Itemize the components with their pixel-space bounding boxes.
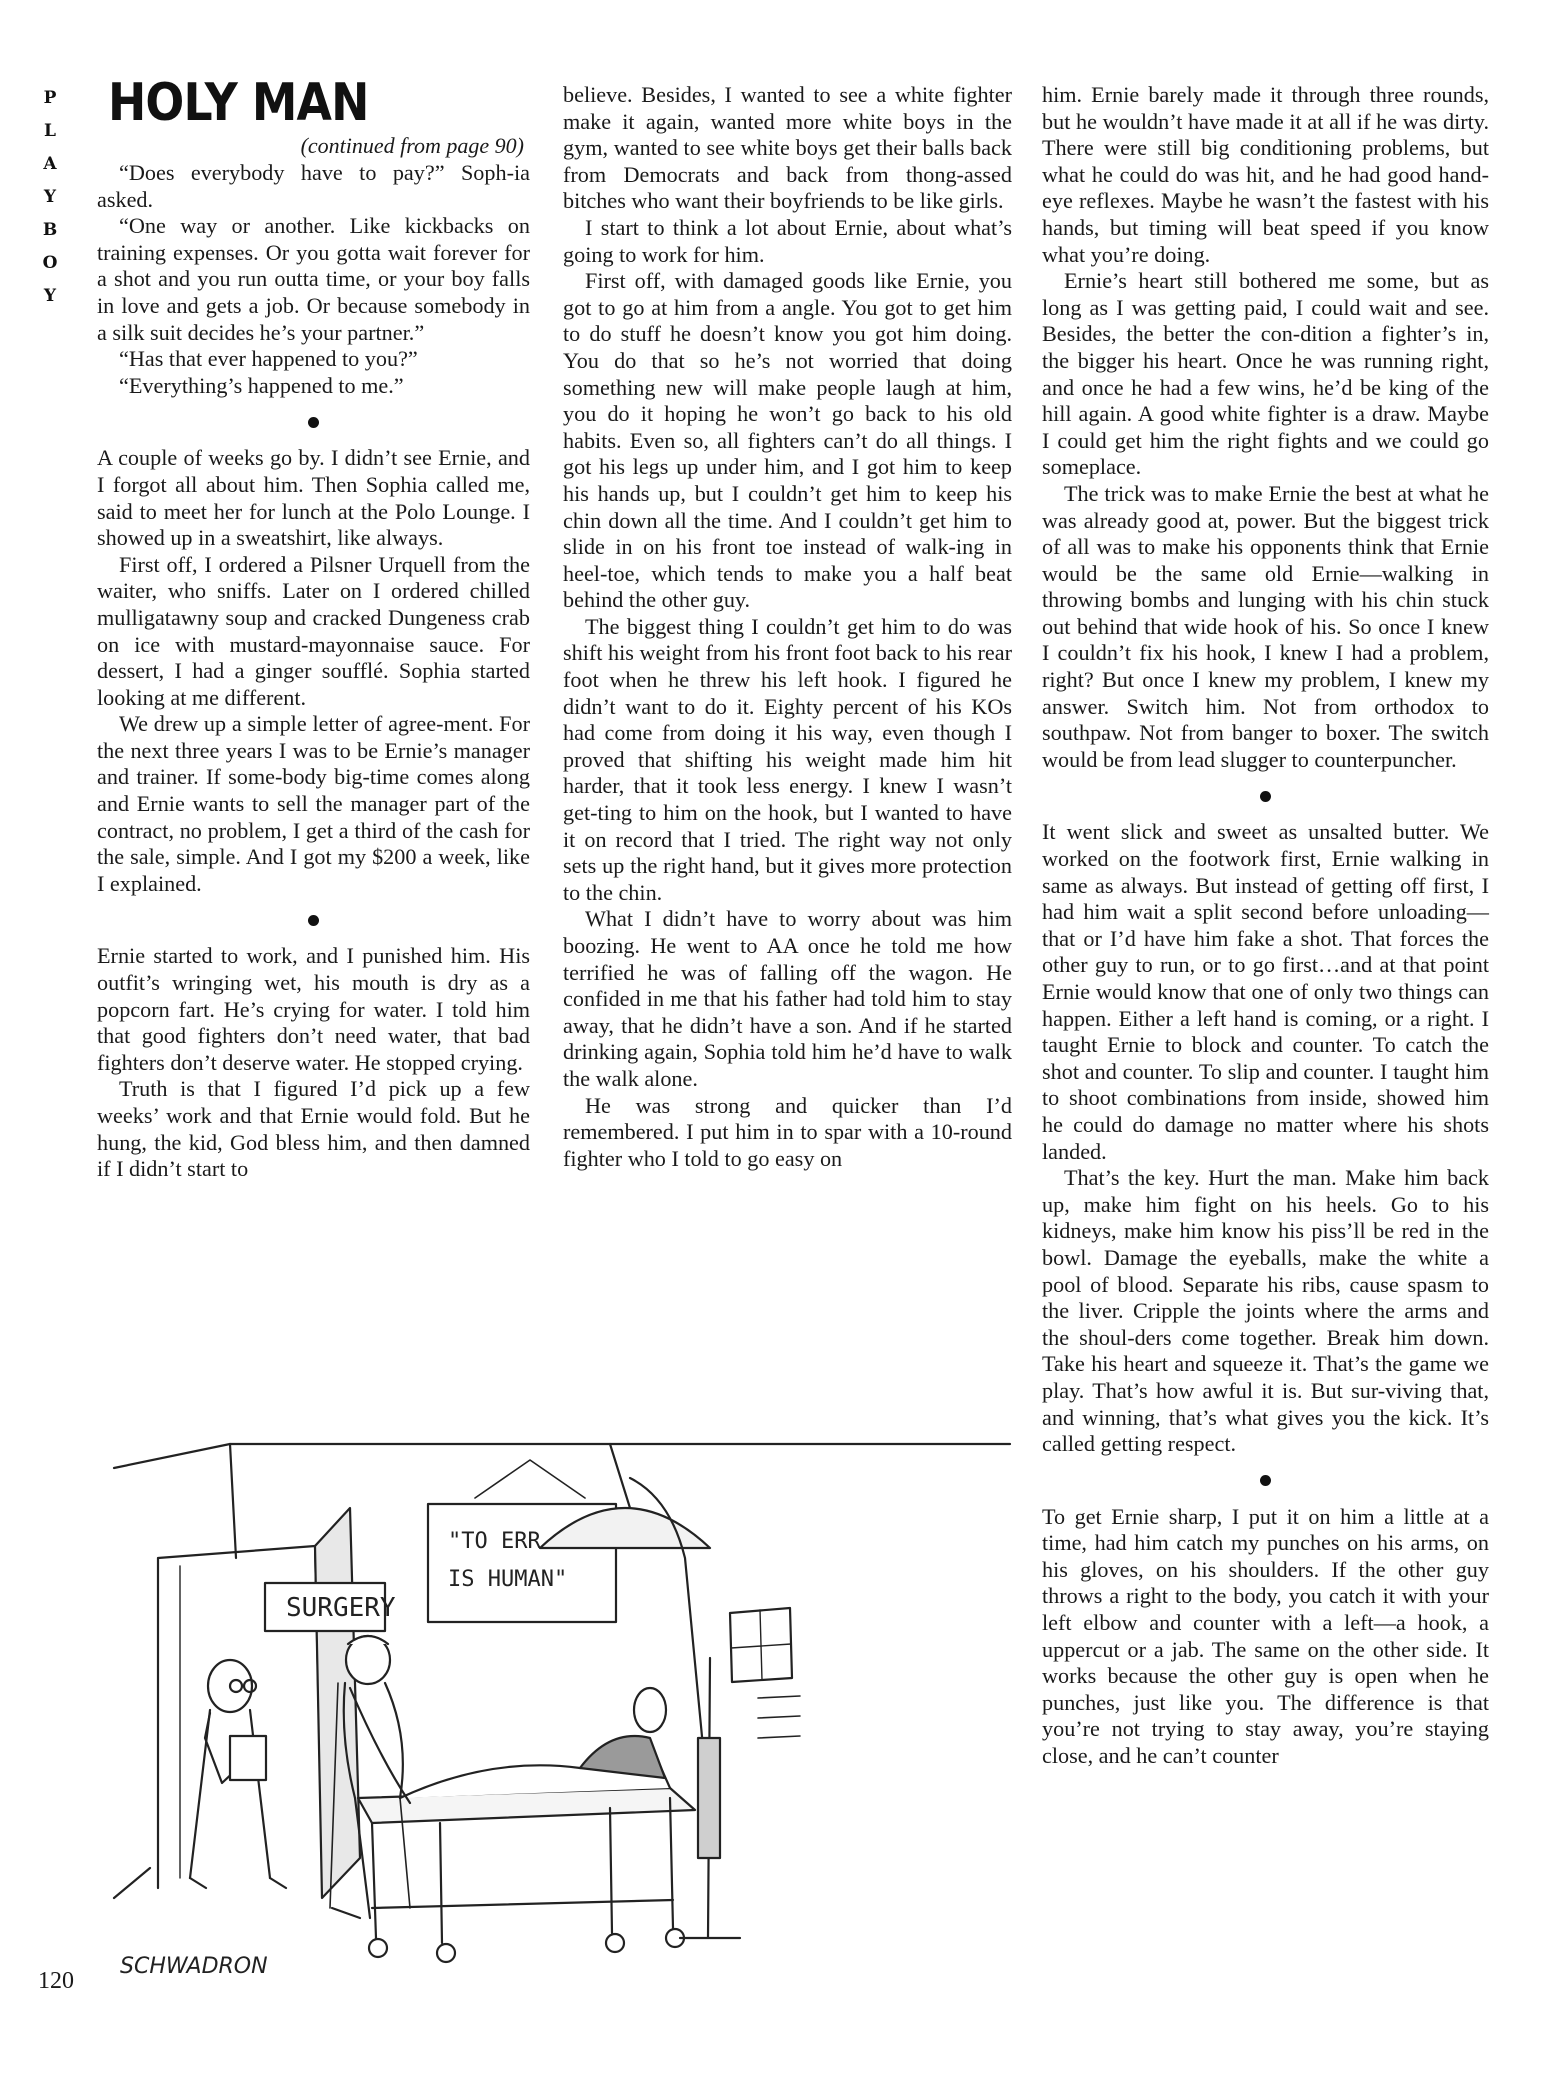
paragraph: To get Ernie sharp, I put it on him a little at a time, had him catch my punches on his arms, on his gloves, on his shoulders. If the other guy throws a right to the body, you catch it with your left elbow and counter with a left—a hook, a uppercut or a jab. The same on the other side. It works because the other guy is open when he punches, just like you. The difference is that you’re not trying to stay away, you’re staying close, and he can’t counter [1042, 1503, 1489, 1769]
logo-letter: P [43, 88, 57, 108]
page-number: 120 [38, 1968, 74, 1994]
logo-letter: B [42, 220, 58, 240]
paragraph: First off, I ordered a Pilsner Urquell from the waiter, who sniffs. Later on I ordered chilled mulligatawny soup and cracked Dungeness crab on ice with mustard-mayonnaise sauce. For dessert, I had a ginger soufflé. Sophia started looking at me different. [97, 551, 530, 710]
paragraph: It went slick and sweet as unsalted butter. We worked on the footwork first, Ernie walking in same as always. But instead of getting off first, I had him wait a split second before unloading—that or I’d have him fake a shot. That forces the other guy to run, or to go first…and at that point Ernie would know that one of only two things can happen. Either a left hand is coming, or a right. I taught Ernie to block and counter. To catch the shot and counter. To slip and counter. I taught him to shoot combinations from inside, showed him he could do damage no matter where his shots landed. [1042, 819, 1489, 1164]
section-break-bullet [97, 399, 530, 445]
magazine-vertical-logo [38, 82, 62, 313]
section-break-bullet [97, 897, 530, 943]
article-title: HOLY MAN [108, 73, 369, 133]
paragraph: “Does everybody have to pay?” Soph-ia asked. [97, 160, 530, 212]
paragraph: him. Ernie barely made it through three rounds, but he wouldn’t have made it at all if he was dirty. There were still big conditioning problems, but what he could do was hit, and he had good hand-eye reflexes. Maybe he wasn’t the fastest with his hands, but timing will beat speed if you know what you’re doing. [1042, 82, 1489, 267]
cartoon-illustration [110, 1438, 1020, 1998]
logo-letter: L [44, 121, 56, 141]
paragraph: The trick was to make Ernie the best at what he was already good at, power. But the biggest trick of all was to make his opponents think that Ernie would be the same old Ernie—walking in throwing bombs and lunging with his chin stuck out behind that wide hook of his. So once I knew I couldn’t fix his hook, I knew I had a problem, right? But once I knew my problem, I knew my answer. Switch him. Not from orthodox to southpaw. Not from banger to boxer. The switch would be from lead slugger to counterpuncher. [1042, 480, 1489, 772]
paragraph: Truth is that I figured I’d pick up a few weeks’ work and that Ernie would fold. But he hung, the kid, God bless him, and then damned if I didn’t start to [97, 1076, 530, 1182]
logo-letter: Y [43, 187, 57, 207]
paragraph: I start to think a lot about Ernie, about what’s going to work for him. [563, 214, 1012, 267]
paragraph: “One way or another. Like kickbacks on training expenses. Or you gotta wait forever for a shot and you run outta time, or your boy falls in love and gets a job. Or because somebody in a silk suit decides he’s your partner.” [97, 213, 530, 345]
logo-letter: A [43, 154, 57, 174]
section-break-bullet [1042, 1458, 1489, 1504]
cartoon-signature: SCHWADRON [120, 1954, 268, 1979]
text-column-2 [563, 82, 1012, 1172]
paragraph: That’s the key. Hurt the man. Make him back up, make him fight on his heels. Go to his kidneys, make him know his piss’ll be red in the bowl. Damage the eyeballs, make the white a pool of blood. Separate his ribs, cause spasm to the liver. Cripple the joints where the arms and the shoul-ders come together. Break him down. Take his heart and squeeze it. That’s the game we play. That’s how awful it is. But sur-viving that, and winning, that’s what gives you the kick. It’s called getting respect. [1042, 1165, 1489, 1457]
cartoon-door-sign: SURGERY [286, 1593, 396, 1623]
cartoon-frame-line-1: "TO ERR [448, 1529, 541, 1554]
paragraph: Ernie started to work, and I punished him. His outfit’s wringing wet, his mouth is dry as a popcorn fart. He’s crying for water. I told him that good fighters don’t need water, that bad fighters don’t deserve water. He stopped crying. [97, 943, 530, 1075]
paragraph: believe. Besides, I wanted to see a white fighter make it again, wanted more white boys in the gym, wanted to see white boys get their balls back from Democrats and back from thong-assed bitches who want their boyfriends to be like girls. [563, 82, 1012, 214]
paragraph: He was strong and quicker than I’d remembered. I put him in to spar with a 10-round fighter who I told to go easy on [563, 1092, 1012, 1171]
paragraph: A couple of weeks go by. I didn’t see Ernie, and I forgot all about him. Then Sophia called me, said to meet her for lunch at the Polo Lounge. I showed up in a sweatshirt, like always. [97, 445, 530, 551]
cartoon-frame-line-2: IS HUMAN" [448, 1567, 568, 1592]
paragraph: “Everything’s happened to me.” [119, 372, 404, 398]
text-column-1 [97, 160, 530, 1183]
paragraph: “Has that ever happened to you?” [119, 346, 418, 372]
continued-from-note: (continued from page 90) [300, 133, 524, 158]
paragraph: Ernie’s heart still bothered me some, but as long as I was getting paid, I could wait and see. Besides, the better the con-dition a fighter’s in, the bigger his heart. Once he was running right, and once he had a few wins, he’d be king of the hill again. A good white fighter is a draw. Maybe I could get him the right fights and we could go someplace. [1042, 268, 1489, 480]
text-column-3 [1042, 82, 1489, 1770]
paragraph: First off, with damaged goods like Ernie, you got to go at him from a angle. You got to get him to do stuff he doesn’t know you got him doing. You do that so he’s not worried that doing something new will make people laugh at him, you do it hoping he won’t go back to his old habits. Even so, all fighters can’t do all things. I got his legs up under him, and I got him to keep his hands up, but I couldn’t get him to keep his chin down all the time. And I couldn’t get him to slide in on his front toe instead of walk-ing in heel-toe, which tends to make you a half beat behind the other guy. [563, 268, 1012, 613]
logo-letter: O [42, 253, 58, 273]
logo-letter: Y [43, 286, 57, 306]
paragraph: The biggest thing I couldn’t get him to do was shift his weight from his front foot back to his rear foot when he threw his left hook. I figured he didn’t want to do it. Eighty percent of his KOs had come from doing it his way, even though I proved that shifting his weight made him hit harder, that it took less energy. I knew I wasn’t get-ting to him on the hook, but I wanted to have it on record that I tried. The right way not only sets up the right hand, but it gives more protection to the chin. [563, 613, 1012, 905]
section-break-bullet [1042, 773, 1489, 819]
paragraph: What I didn’t have to worry about was him boozing. He went to AA once he told me how terrified he was of falling off the wagon. He confided in me that his father had told him to stay away, that he didn’t have a son. And if he started drinking again, Sophia told him he’d have to walk the walk alone. [563, 906, 1012, 1091]
paragraph: We drew up a simple letter of agree-ment. For the next three years I was to be Ernie’s manager and trainer. If some-body big-time comes along and Ernie wants to sell the manager part of the contract, no problem, I get a third of the cash for the sale, simple. And I got my $200 a week, like I explained. [97, 711, 530, 896]
